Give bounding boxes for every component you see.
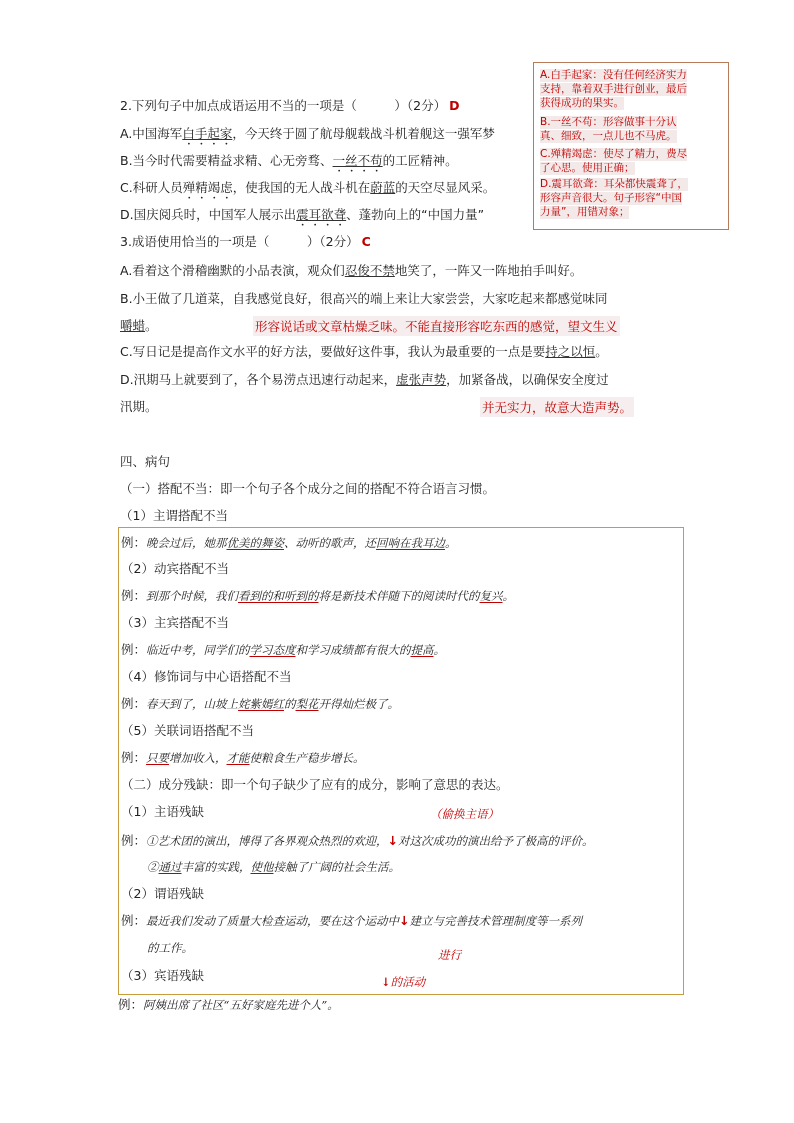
section-para-2: （二）成分残缺：即一个句子缺少了应有的成分，影响了意思的表达。 xyxy=(121,777,509,792)
example-2: 例：到那个时候，我们看到的和听到的将是新技术伴随下的阅读时代的复兴。 xyxy=(121,588,515,603)
example-4: 例：春天到了，山坡上姹紫嫣红的梨花开得灿烂极了。 xyxy=(121,696,400,711)
q3-c-idiom: 持之以恒 xyxy=(545,344,596,359)
q3-option-b: B.小王做了几道菜，自我感觉良好，很高兴的端上来让大家尝尝，大家吃起来都感觉味同 xyxy=(120,291,608,306)
q3-a-idiom: 忍俊不禁 xyxy=(344,263,395,278)
note-line: D.震耳欲聋：耳朵都快震聋了， xyxy=(540,178,688,190)
note-line: 形容声音很大。句子形容“中国 xyxy=(540,192,682,204)
q2-d-idiom: 震耳欲聋 xyxy=(296,207,347,222)
q3-option-b-cont: 嚼蜡。 xyxy=(120,318,158,333)
q2-option-c: C.科研人员殚精竭虑，使我国的无人战斗机在蔚蓝的天空尽显风采。 xyxy=(120,180,496,195)
section-para-1: （一）搭配不当：即一个句子各个成分之间的搭配不符合语言习惯。 xyxy=(120,481,496,496)
q3-option-c: C.写日记是提高作文水平的好方法，要做好这件事，我认为最重要的一点是要持之以恒。 xyxy=(120,344,608,359)
q3-d-idiom: 虚张声势 xyxy=(396,372,447,387)
insert-arrow-icon: ↓ xyxy=(381,975,391,989)
handwritten-note: （偷换主语） xyxy=(430,807,499,821)
sub-heading: （1）主谓搭配不当 xyxy=(120,508,228,523)
q3-option-a: A.看着这个滑稽幽默的小品表演，观众们忍俊不禁地笑了，一阵又一阵地拍手叫好。 xyxy=(120,263,583,278)
note-line: 支持，靠着双手进行创业，最后 xyxy=(540,83,687,95)
q2-b-idiom: 一丝不苟 xyxy=(332,153,383,168)
note-line: A.白手起家：没有任何经济实力 xyxy=(540,69,687,81)
note-line: 了心思。使用正确； xyxy=(540,162,635,174)
sub-heading: （2）动宾搭配不当 xyxy=(121,561,229,576)
handwritten-note: ↓的活动 xyxy=(381,975,426,989)
q2-option-b: B.当今时代需要精益求精、心无旁骛、一丝不苟的工匠精神。 xyxy=(120,153,458,168)
note-line: B.一丝不苟：形容做事十分认 xyxy=(540,116,677,128)
sub-heading: （3）宾语残缺 xyxy=(121,968,204,983)
q2-option-d: D.国庆阅兵时，中国军人展示出震耳欲聋、蓬勃向上的“中国力量” xyxy=(120,207,485,222)
example-7b: 的工作。 xyxy=(147,941,193,955)
q3-option-d: D.汛期马上就要到了，各个易涝点迅速行动起来，虚张声势，加紧备战，以确保安全度过 xyxy=(120,372,609,387)
q3-option-d-cont: 汛期。 xyxy=(120,399,158,414)
sub-heading: （2）谓语残缺 xyxy=(121,886,204,901)
sub-heading: （1）主语残缺 xyxy=(121,804,204,819)
note-line: C.殚精竭虑：使尽了精力，费尽 xyxy=(540,148,688,160)
q3-stem: 3.成语使用恰当的一项是（ ）（2分） C xyxy=(120,234,371,249)
example-8: 例：阿姨出席了社区“五好家庭先进个人”。 xyxy=(118,997,339,1012)
example-3: 例：临近中考，同学们的学习态度和学习成绩都有很大的提高。 xyxy=(121,642,446,657)
example-6b: ②通过丰富的实践，使他接触了广阔的社会生活。 xyxy=(147,860,400,874)
insert-arrow-icon: ↓ xyxy=(387,833,398,848)
note-line: 真、细致，一点儿也不马虎。 xyxy=(540,130,677,142)
example-1: 例：晚会过后，她那优美的舞姿、动听的歌声，还回响在我耳边。 xyxy=(121,535,457,550)
insert-arrow-icon: ↓ xyxy=(399,913,410,928)
q2-option-a: A.中国海军白手起家，今天终于圆了航母舰载战斗机着舰这一强军梦 xyxy=(120,126,495,141)
example-6a: 例：①艺术团的演出，博得了各界观众热烈的欢迎，↓对这次成功的演出给予了极高的评价。 xyxy=(121,833,594,848)
section-title: 四、病句 xyxy=(120,454,171,469)
q3-d-comment: 并无实力，故意大造声势。 xyxy=(480,397,634,417)
handwritten-note: 进行 xyxy=(438,948,461,962)
example-7a: 例：最近我们发动了质量大检查运动，要在这个运动中↓建立与完善技术管理制度等一系列 xyxy=(121,913,582,928)
sub-heading: （4）修饰词与中心语搭配不当 xyxy=(121,669,292,684)
q3-b-comment: 形容说话或文章枯燥乏味。不能直接形容吃东西的感觉，望文生义 xyxy=(253,316,620,336)
q2-c-idiom: 殚精竭虑 xyxy=(182,180,233,195)
q3-answer: C xyxy=(361,234,371,249)
q2-answer: D xyxy=(449,98,460,113)
example-5: 例：只要增加收入，才能使粮食生产稳步增长。 xyxy=(121,750,365,765)
q2-stem: 2.下列句子中加点成语运用不当的一项是（ ）（2分） D xyxy=(120,98,460,113)
sub-heading: （5）关联词语搭配不当 xyxy=(121,723,254,738)
note-line: 获得成功的果实。 xyxy=(540,97,624,109)
q2-a-idiom: 白手起家 xyxy=(182,126,233,141)
note-line: 力量”，用错对象； xyxy=(540,206,630,218)
sub-heading: （3）主宾搭配不当 xyxy=(121,615,229,630)
